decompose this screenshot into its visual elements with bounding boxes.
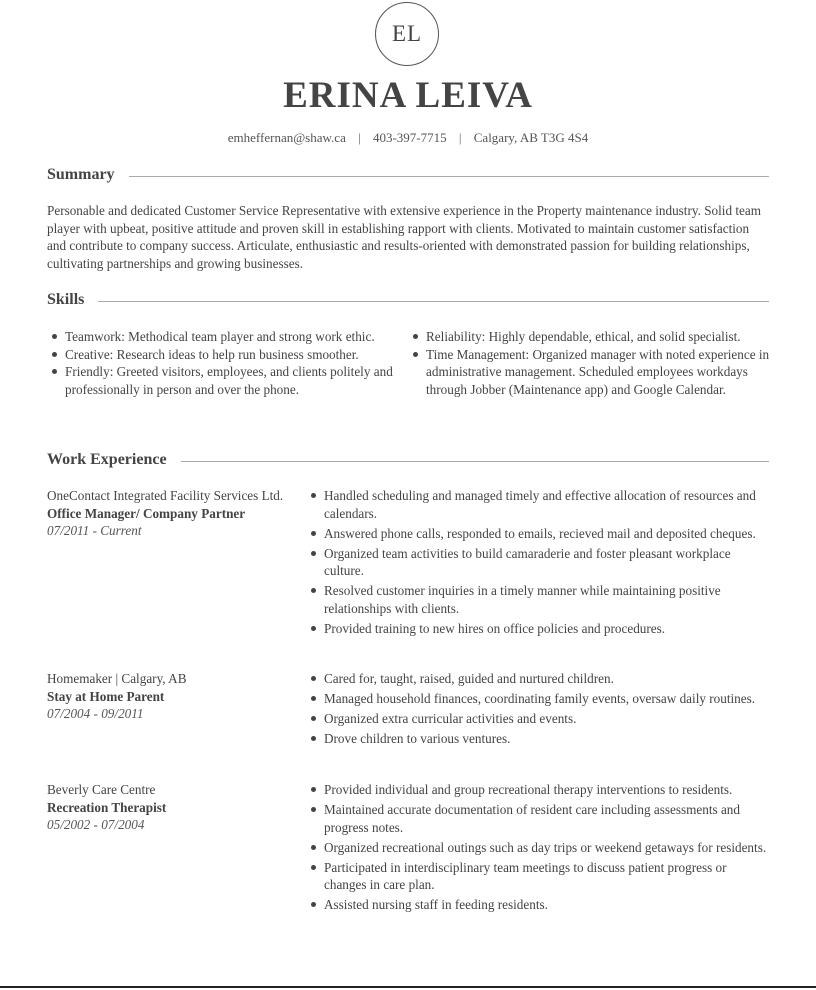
job-bullet: Assisted nursing staff in feeding residents. xyxy=(306,896,771,914)
job-bullets xyxy=(306,781,771,916)
job-dates: 07/2011 - Current xyxy=(47,523,142,538)
contact-email: emheffernan@shaw.ca xyxy=(227,130,346,145)
job-bullet: Organized recreational outings such as day trips or weekend getaways for residents. xyxy=(306,839,771,857)
job-company: Homemaker | Calgary, AB xyxy=(47,671,187,686)
job-bullet: Organized extra curricular activities and events. xyxy=(306,710,771,728)
skill-item: Teamwork: Methodical team player and strong work ethic. xyxy=(47,328,407,346)
section-divider xyxy=(181,461,769,462)
job-bullet: Organized team activities to build camaraderie and foster pleasant workplace culture. xyxy=(306,545,771,580)
job-bullet: Provided individual and group recreational therapy interventions to residents. xyxy=(306,781,771,799)
contact-separator: | xyxy=(358,130,361,145)
job-summary xyxy=(47,781,297,834)
job-bullet: Cared for, taught, raised, guided and nurtured children. xyxy=(306,670,771,688)
job-summary xyxy=(47,670,297,723)
skills-list-right xyxy=(408,328,770,398)
job-bullet: Participated in interdisciplinary team meetings to discuss patient progress or changes in care plan. xyxy=(306,859,771,894)
job-company: OneContact Integrated Facility Services Ltd. xyxy=(47,488,284,503)
job-bullet: Answered phone calls, responded to emails, recieved mail and deposited cheques. xyxy=(306,525,771,543)
candidate-name: ERINA LEIVA xyxy=(283,75,533,116)
job-bullet: Drove children to various ventures. xyxy=(306,730,771,748)
job-bullet: Handled scheduling and managed timely and effective allocation of resources and calendars. xyxy=(306,487,771,522)
monogram-badge xyxy=(375,2,439,66)
section-divider xyxy=(129,176,769,177)
job-role: Stay at Home Parent xyxy=(47,688,165,704)
summary-text: Personable and dedicated Customer Service Representative with extensive experience in the Property maintenance industry. Solid team player with upbeat, positive attitude and proven skill in establishing rapport with clients. Motivated to maintain customer satisfaction and contribute to company success. Articulate, enthusiastic and results-oriented with demonstrated passion for building relationships, cultivating partnerships and growing businesses. xyxy=(47,203,761,271)
job-dates: 05/2002 - 07/2004 xyxy=(47,817,145,832)
monogram-initials: EL xyxy=(391,21,423,46)
job-summary xyxy=(47,487,297,540)
job-bullet: Maintained accurate documentation of resident care including assessments and progress notes. xyxy=(306,801,771,836)
experience-heading xyxy=(47,451,769,469)
summary-heading xyxy=(47,166,769,184)
section-title: Skills xyxy=(47,291,85,308)
job-dates: 07/2004 - 09/2011 xyxy=(47,706,144,721)
job-bullets xyxy=(306,487,771,640)
job-bullet: Managed household finances, coordinating family events, oversaw daily routines. xyxy=(306,690,771,708)
skill-item: Reliability: Highly dependable, ethical, and solid specialist. xyxy=(408,328,770,346)
skills-list-left xyxy=(47,328,407,398)
job-bullets xyxy=(306,670,771,750)
section-title: Summary xyxy=(47,166,115,183)
skill-item: Time Management: Organized manager with noted experience in administrative management. Scheduled employees workdays through Jobber (Maintenance app) and Google Calendar. xyxy=(408,346,770,399)
job-bullet: Provided training to new hires on office policies and procedures. xyxy=(306,620,771,638)
section-title: Work Experience xyxy=(47,451,167,468)
contact-separator: | xyxy=(458,130,462,145)
skills-heading xyxy=(47,291,769,309)
job-company: Beverly Care Centre xyxy=(47,782,156,797)
contact-location: Calgary, AB T3G 4S4 xyxy=(473,130,589,145)
skill-item: Friendly: Greeted visitors, employees, and clients politely and professionally in person and over the phone. xyxy=(47,363,407,398)
section-divider xyxy=(98,301,769,302)
contact-phone: 403-397-7715 xyxy=(372,130,447,145)
page-bottom-border xyxy=(0,986,816,988)
contact-line xyxy=(0,130,816,146)
job-bullet: Resolved customer inquiries in a timely manner while maintaining positive relationships with clients. xyxy=(306,582,771,617)
job-role: Office Manager/ Company Partner xyxy=(47,505,246,521)
job-role: Recreation Therapist xyxy=(47,799,167,815)
skill-item: Creative: Research ideas to help run business smoother. xyxy=(47,346,407,364)
